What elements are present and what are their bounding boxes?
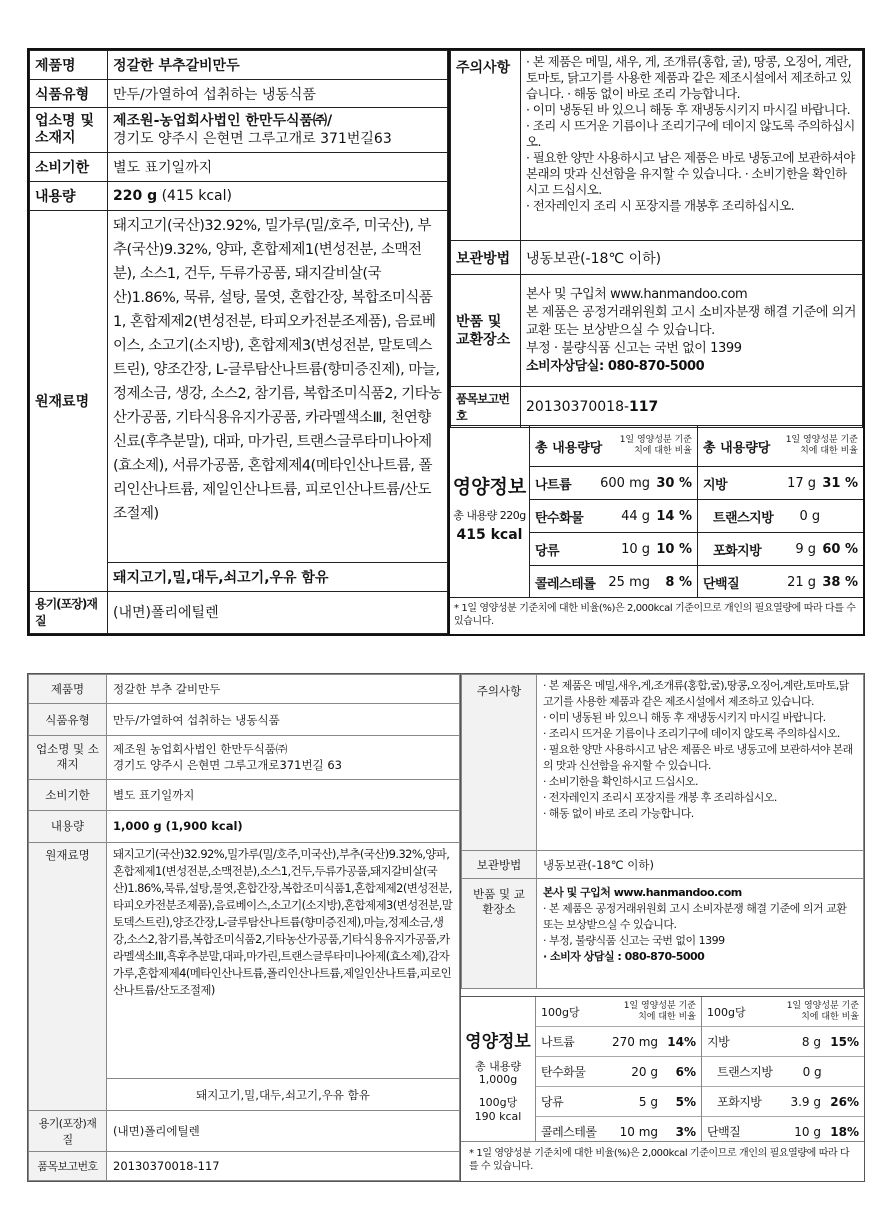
storage-value: 냉동보관(-18℃ 이하) <box>521 241 863 275</box>
maker-name: 제조원-농업회사법인 한만두식품㈜/ <box>113 113 333 130</box>
nutrition-header-basis: 총 내용량당 <box>535 440 603 456</box>
b-nutrition-left <box>536 997 701 1142</box>
b-nutrition-total: 총 내용량 1,000g <box>474 1060 521 1086</box>
b-nutrition-kcal: 190 kcal <box>474 1110 522 1123</box>
allergen-info: 돼지고기,밀,대두,쇠고기,우유 함유 <box>108 563 448 592</box>
b-caution-3: · 조리시 뜨거운 기름이나 조리기구에 데이지 않도록 주의하십시오. <box>543 727 840 740</box>
report-label: 품목보고번호 <box>451 387 521 428</box>
bottom-left-column <box>28 674 461 1181</box>
b-report-label: 품목보고번호 <box>29 1151 107 1180</box>
maker-label: 업소명 및 소재지 <box>30 108 108 153</box>
nutrient-amount: 10 g <box>794 1124 821 1139</box>
nutrient-name: 트랜스지방 <box>713 510 774 526</box>
b-type-label: 식품유형 <box>29 704 107 735</box>
volume-value <box>108 182 448 211</box>
b-return <box>537 879 864 989</box>
nutrition-header <box>698 426 863 467</box>
b-maker <box>107 735 460 779</box>
b-packaging: (내면)폴리에틸렌 <box>107 1110 460 1151</box>
caution-label: 주의사항 <box>451 51 521 241</box>
nutrient-amount: 3.9 g <box>790 1094 821 1109</box>
nutrient-amount: 17 g <box>787 475 816 491</box>
nutrition-row <box>536 1057 701 1087</box>
bottom-nutrition <box>461 996 864 1141</box>
product-name-label: 제품명 <box>30 51 108 80</box>
return-line-4: 소비자상담실: 080-870-5000 <box>526 358 705 374</box>
b-volume-label: 내용량 <box>29 811 107 842</box>
b-expiry-label: 소비기한 <box>29 779 107 810</box>
nutrient-name: 콜레스테롤 <box>535 576 596 592</box>
nutrient-amount: 44 g <box>621 508 650 524</box>
nutrient-percent: 10 % <box>656 541 692 557</box>
nutrient-percent: 5% <box>675 1094 696 1109</box>
b-ingredients-label: 원재료명 <box>29 842 107 1110</box>
nutrient-percent: 6% <box>675 1064 696 1079</box>
bottom-info-table <box>28 674 460 1181</box>
report-prefix: 20130370018- <box>526 399 630 415</box>
nutrient-percent: 26% <box>830 1094 859 1109</box>
nutrient-amount: 0 g <box>799 508 821 524</box>
top-nutrition-title: 영양정보 <box>452 476 527 498</box>
nutrient-percent: 14 % <box>656 508 692 524</box>
top-nutrition <box>450 425 863 597</box>
nutrient-name: 당류 <box>541 1095 564 1109</box>
nutrition-header <box>702 997 864 1027</box>
nutrient-name: 지방 <box>707 1035 730 1049</box>
b-caution-4: · 필요한 양만 사용하시고 남은 제품은 바로 냉동고에 보관하셔야 본래의 맛과 신선함을 유지할 수 있습니다. <box>543 743 853 772</box>
nutrition-header-ratio: 1일 영양성분 기준치에 대한 비율 <box>623 1000 696 1022</box>
b-maker-name: 제조원 농업회사법인 한만두식품㈜ <box>113 742 288 757</box>
nutrition-row <box>536 1027 701 1057</box>
report-suffix: 117 <box>629 399 659 415</box>
caution-line-5: · 전자레인지 조리 시 포장지를 개봉후 조리하십시오. <box>526 198 794 213</box>
nutrition-header-ratio: 1일 영양성분 기준치에 대한 비율 <box>786 1000 859 1022</box>
volume-label: 내용량 <box>30 182 108 211</box>
nutrition-row <box>702 1027 864 1057</box>
top-left-column <box>29 50 450 634</box>
top-info-table <box>29 50 448 634</box>
nutrition-row <box>530 566 697 598</box>
nutrition-row <box>698 566 863 598</box>
b-ingredients: 돼지고기(국산)32.92%,밀가루(밀/호주,미국산),부추(국산)9.32%,양파,혼합제제1(변성전분,소맥전분),소스1,건두,두류가공품,돼지갈비살(국산)1.86%,묵류,설탕,물엿,혼합간장,복합조미식품1,혼합제제2(변성전분,타피오카전분조제품),음료베이스,소고기(소지방),혼합제제3(변성전분,말토덱스트린),양조간장,L-글루탐산나트륨(향미증진제),마늘,정제소금,생강,소스2,참기름,복합조미식품2,기타농산가공품,기타식용유지가공품,카라멜색소III,흑후추분말,대파,마가린,트랜스글루타미나아제(효소제),감자가루,혼합제제4(메타인산나트륨,폴리인산나트륨,제일인산나트륨,피로인산나트륨/산도조절제) <box>107 842 460 1079</box>
ingredients-text: 돼지고기(국산)32.92%, 밀가루(밀/호주, 미국산), 부추(국산)9.32%, 양파, 혼합제제1(변성전분, 소맥전분), 소스1, 건두, 두류가공품, 돼지갈비살(국산)1.86%, 묵류, 설탕, 물엿, 혼합간장, 복합조미식품1, 혼합제제2(변성전분, 타피오카전분조제품), 음료베이스, 소고기(소지방), 혼합제제3(변성전분, 말토덱스트린), 양조간장, L-글루탐산나트륨(향미증진제), 마늘, 정제소금, 생강, 소스2, 참기름, 복합조미식품2, 기타농산가공품, 기타식용유지가공품, 카라멜색소Ⅲ, 천연향신료(후추분말), 대파, 마가린, 트랜스글루타미나아제(효소제), 서류가공품, 혼합제제4(메타인산나트륨, 폴리인산나트륨, 제일인산나트륨, 피로인산나트륨/산도조절제) <box>108 210 448 562</box>
report-number <box>521 387 863 428</box>
nutrient-percent: 30 % <box>656 475 692 491</box>
nutrient-name: 나트륨 <box>541 1035 575 1049</box>
top-right-column <box>450 50 863 634</box>
b-return-3: · 부정, 불량식품 신고는 국번 없이 1399 <box>543 934 725 947</box>
nutrient-percent: 15% <box>830 1034 859 1049</box>
b-allergen: 돼지고기,밀,대두,쇠고기,우유 함유 <box>107 1079 460 1110</box>
nutrition-row <box>530 533 697 566</box>
nutrient-percent: 38 % <box>822 574 858 590</box>
b-food-type: 만두/가열하여 섭취하는 냉동식품 <box>107 704 460 735</box>
b-storage-label: 보관방법 <box>462 851 537 879</box>
b-caution-1: · 본 제품은 메밀,새우,게,조개류(홍합,굴),땅콩,오징어,계란,토마토,닭고기를 사용한 제품과 같은 제조시설에서 제조하고 있습니다. <box>543 679 849 708</box>
b-caution-2: · 이미 냉동된 바 있으니 해동 후 재냉동시키지 마시길 바랍니다. <box>543 711 826 724</box>
return-text <box>521 275 863 387</box>
nutrient-amount: 10 mg <box>619 1124 658 1139</box>
top-label <box>27 48 865 636</box>
nutrition-header <box>536 997 701 1027</box>
nutrient-name: 포화지방 <box>713 543 762 559</box>
b-caution <box>537 675 864 851</box>
b-product-name: 정갈한 부추 갈비만두 <box>107 675 460 704</box>
nutrient-percent: 31 % <box>822 475 858 491</box>
b-return-1: 본사 및 구입처 www.hanmandoo.com <box>543 886 742 899</box>
b-nutrition-per: 100g당 <box>478 1096 518 1109</box>
caution-line-2: · 이미 냉동된 바 있으니 해동 후 재냉동시키지 마시길 바랍니다. <box>526 102 850 117</box>
top-nutrition-kcal: 415 kcal <box>456 527 523 543</box>
nutrient-name: 트랜스지방 <box>717 1065 773 1079</box>
nutrient-percent: 3% <box>675 1124 696 1139</box>
b-caution-7: · 해동 없이 바로 조리 가능합니다. <box>543 807 694 820</box>
food-type: 만두/가열하여 섭취하는 냉동식품 <box>108 79 448 108</box>
volume-grams: 220 g <box>113 187 158 204</box>
bottom-nutrition-title-box <box>461 997 536 1142</box>
b-nutrition-right <box>701 997 864 1142</box>
b-caution-5: · 소비기한을 확인하시고 드십시오. <box>543 775 698 788</box>
nutrient-amount: 9 g <box>795 541 816 557</box>
b-report: 20130370018-117 <box>107 1151 460 1180</box>
b-maker-location: 경기도 양주시 은현면 그루고개로371번길 63 <box>113 758 342 773</box>
nutrient-amount: 25 mg <box>608 574 650 590</box>
top-nutrition-title-box <box>450 426 530 598</box>
nutrition-row <box>702 1087 864 1117</box>
expiry-label: 소비기한 <box>30 153 108 182</box>
nutrition-row <box>702 1057 864 1087</box>
bottom-right-column <box>461 674 864 1181</box>
storage-label: 보관방법 <box>451 241 521 275</box>
nutrient-percent: 14% <box>667 1034 696 1049</box>
return-line-1: 본사 및 구입처 www.hanmandoo.com <box>526 286 748 302</box>
nutrient-amount: 10 g <box>621 541 650 557</box>
top-nutrition-footnote: * 1일 영양성분 기준치에 대한 비율(%)은 2,000kcal 기준이므로 개인의 필요열량에 따라 다를 수 있습니다. <box>450 597 863 634</box>
caution-line-4: · 필요한 양만 사용하시고 남은 제품은 바로 냉동고에 보관하셔야 본래의 맛과 신선함을 유지할 수 있습니다. · 소비기한을 확인하시고 드십시오. <box>526 150 855 197</box>
nutrition-header-basis: 100g당 <box>541 1005 580 1019</box>
expiry-value: 별도 표기일까지 <box>108 153 448 182</box>
b-nutrition-footnote: * 1일 영양성분 기준치에 대한 비율(%)은 2,000kcal 기준이므로 개인의 필요열량에 따라 다를 수 있습니다. <box>461 1141 864 1181</box>
b-volume: 1,000 g (1,900 kcal) <box>107 811 460 842</box>
top-nutrition-total: 총 내용량 220g <box>453 509 526 522</box>
b-storage: 냉동보관(-18℃ 이하) <box>537 851 864 879</box>
ingredients-label: 원재료명 <box>30 210 108 591</box>
packaging-label: 용기(포장)재질 <box>30 591 108 633</box>
nutrition-row <box>698 500 863 533</box>
b-caution-6: · 전자레인지 조리시 포장지를 개봉 후 조리하십시오. <box>543 791 777 804</box>
return-label: 반품 및 교환장소 <box>451 275 521 387</box>
nutrient-amount: 8 g <box>801 1034 821 1049</box>
top-right-table <box>450 50 863 428</box>
nutrient-name: 콜레스테롤 <box>541 1125 597 1139</box>
top-nutrition-right <box>697 426 863 598</box>
caution-text <box>521 51 863 241</box>
nutrient-name: 단백질 <box>703 576 740 592</box>
nutrition-row <box>698 533 863 566</box>
nutrition-header-basis: 100g당 <box>707 1005 746 1019</box>
nutrient-percent: 8 % <box>665 574 692 590</box>
nutrient-name: 단백질 <box>707 1125 741 1139</box>
volume-kcal: (415 kcal) <box>157 187 232 204</box>
bottom-label <box>27 673 865 1182</box>
nutrient-percent: 18% <box>830 1124 859 1139</box>
packaging-value: (내면)폴리에틸렌 <box>108 591 448 633</box>
nutrient-name: 나트륨 <box>535 477 572 493</box>
product-name: 정갈한 부추갈비만두 <box>108 51 448 80</box>
caution-line-1: · 본 제품은 메밀, 새우, 게, 조개류(홍합, 굴), 땅콩, 오징어, 계란, 토마토, 닭고기를 사용한 제품과 같은 제조시설에서 제조하고 있습니다. · 해동 없이 바로 조리 가능합니다. <box>526 54 852 101</box>
nutrition-row <box>536 1087 701 1117</box>
bottom-right-table <box>461 674 864 989</box>
b-packaging-label: 용기(포장)재질 <box>29 1110 107 1151</box>
nutrition-header-ratio: 1일 영양성분 기준치에 대한 비율 <box>619 435 692 456</box>
top-nutrition-left <box>530 426 697 598</box>
nutrient-amount: 21 g <box>787 574 816 590</box>
nutrition-header-ratio: 1일 영양성분 기준치에 대한 비율 <box>785 435 858 456</box>
caution-line-3: · 조리 시 뜨거운 기름이나 조리기구에 데이지 않도록 주의하십시오. <box>526 118 855 149</box>
return-line-2: 본 제품은 공정거래위원회 고시 소비자분쟁 해결 기준에 의거 교환 또는 보상받으실 수 있습니다. <box>526 304 857 338</box>
nutrient-name: 탄수화물 <box>541 1065 586 1079</box>
nutrient-amount: 270 mg <box>611 1034 658 1049</box>
b-expiry: 별도 표기일까지 <box>107 779 460 810</box>
b-product-name-label: 제품명 <box>29 675 107 704</box>
nutrition-row <box>698 467 863 500</box>
nutrient-name: 탄수화물 <box>535 510 584 526</box>
b-maker-label: 업소명 및 소재지 <box>29 735 107 779</box>
maker-address <box>108 108 448 153</box>
maker-location: 경기도 양주시 은현면 그루고개로 371번길63 <box>113 131 392 148</box>
nutrition-row <box>530 500 697 533</box>
nutrition-header-basis: 총 내용량당 <box>703 440 771 456</box>
nutrient-amount: 5 g <box>638 1094 658 1109</box>
nutrient-name: 지방 <box>703 477 728 493</box>
nutrient-name: 당류 <box>535 543 560 559</box>
nutrient-name: 포화지방 <box>717 1095 762 1109</box>
b-return-2: · 본 제품은 공정거래위원회 고시 소비자분쟁 해결 기준에 의거 교환 또는 보상받으실 수 있습니다. <box>543 902 847 931</box>
nutrient-amount: 600 mg <box>600 475 650 491</box>
nutrient-amount: 20 g <box>631 1064 658 1079</box>
b-return-4: · 소비자 상담실 : 080-870-5000 <box>543 950 705 963</box>
nutrition-header <box>530 426 697 467</box>
return-line-3: 부정 · 불량식품 신고는 국번 없이 1399 <box>526 340 742 356</box>
b-return-label: 반품 및 교환장소 <box>462 879 537 989</box>
nutrient-percent: 60 % <box>822 541 858 557</box>
b-nutrition-title: 영양정보 <box>465 1032 531 1052</box>
b-caution-label: 주의사항 <box>462 675 537 851</box>
nutrition-row <box>530 467 697 500</box>
nutrient-amount: 0 g <box>802 1064 822 1079</box>
type-label: 식품유형 <box>30 79 108 108</box>
